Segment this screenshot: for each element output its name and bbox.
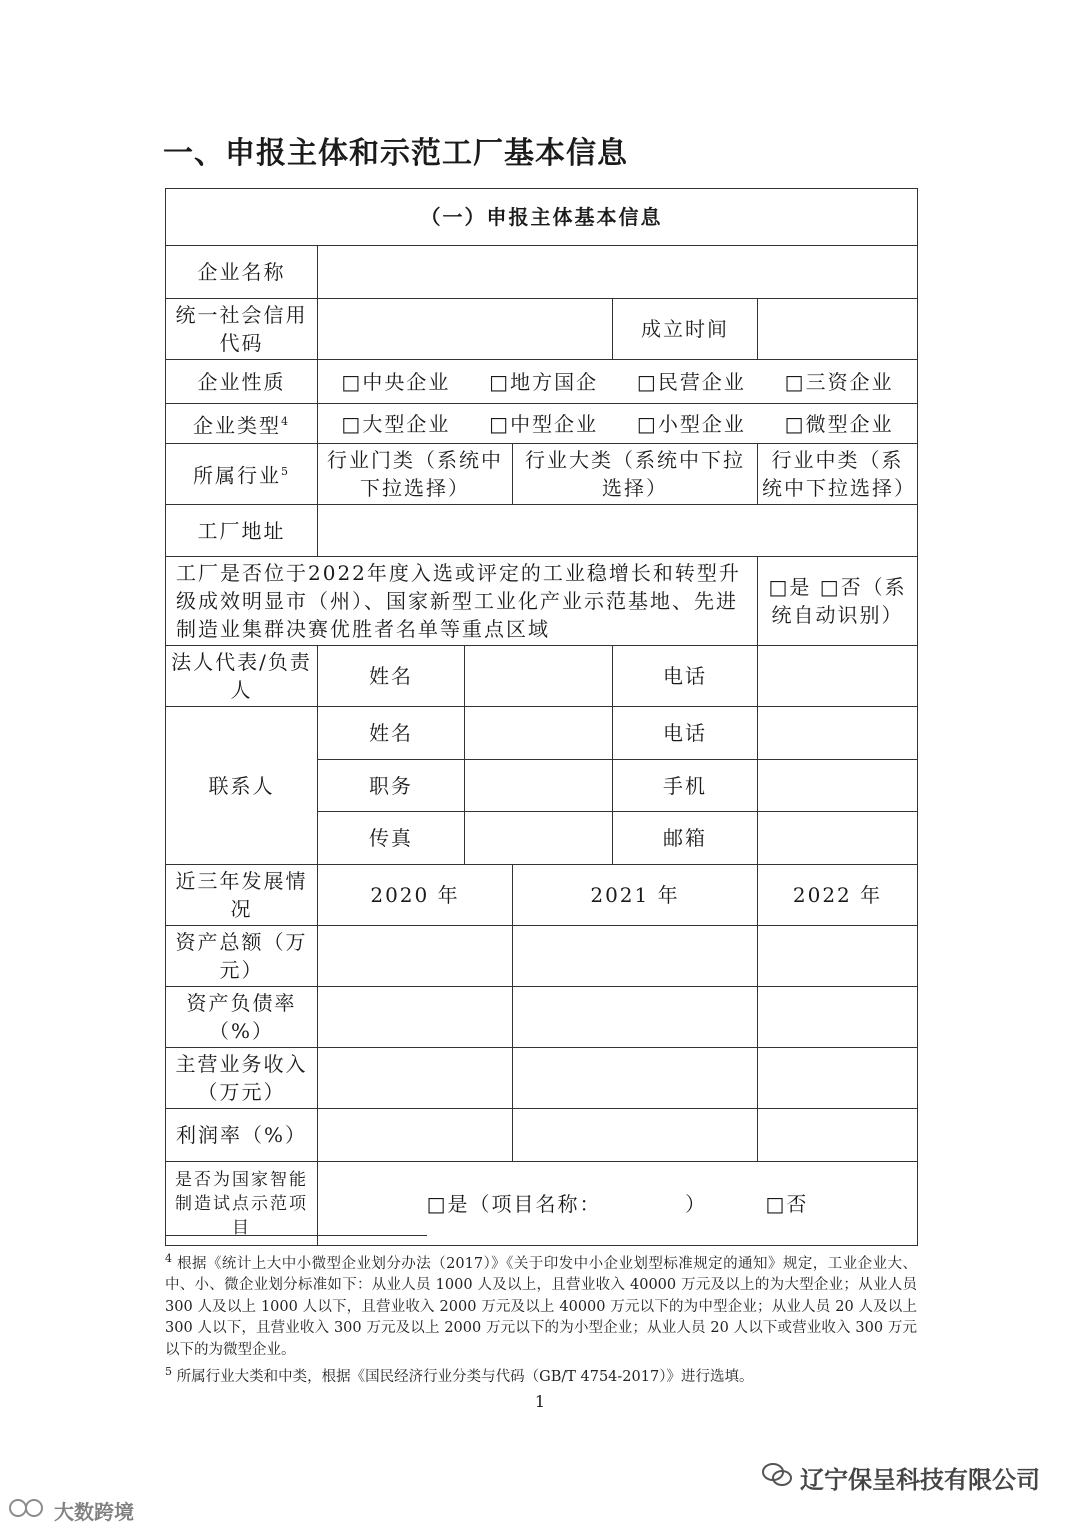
- type-options: [318, 404, 918, 444]
- contact-position-label: 职务: [318, 760, 465, 812]
- credit-code-label: 统一社会信用代码: [166, 299, 318, 360]
- established-field[interactable]: [758, 299, 918, 360]
- metric-field[interactable]: [513, 1048, 758, 1109]
- metric-field[interactable]: [758, 926, 918, 987]
- legal-rep-phone-field[interactable]: [758, 646, 918, 707]
- contact-name-label: 姓名: [318, 707, 465, 760]
- profit-rate-label: 利润率（%）: [166, 1109, 318, 1162]
- footnote-divider: [165, 1235, 427, 1236]
- type-option[interactable]: □大型企业: [341, 411, 451, 436]
- development-label: 近三年发展情况: [166, 865, 318, 926]
- pilot-no-option[interactable]: □否: [765, 1191, 809, 1216]
- type-label: 企业类型$^4$: [166, 404, 318, 444]
- metric-field[interactable]: [758, 1109, 918, 1162]
- nature-option[interactable]: □地方国企: [489, 369, 599, 394]
- logo-icon: [8, 1498, 48, 1523]
- year-2020: 2020 年: [318, 865, 513, 926]
- page-number: 1: [534, 1392, 546, 1411]
- nature-option[interactable]: □民营企业: [636, 369, 746, 394]
- total-assets-label: 资产总额（万元）: [166, 926, 318, 987]
- industry-medium-select[interactable]: 行业中类（系统中下拉选择）: [758, 444, 918, 505]
- main-revenue-label: 主营业务收入（万元）: [166, 1048, 318, 1109]
- metric-field[interactable]: [318, 1048, 513, 1109]
- contact-name-field[interactable]: [465, 707, 613, 760]
- contact-label: 联系人: [166, 707, 318, 865]
- metric-field[interactable]: [758, 1048, 918, 1109]
- metric-field[interactable]: [318, 987, 513, 1048]
- credit-code-field[interactable]: [318, 299, 613, 360]
- nature-label: 企业性质: [166, 360, 318, 404]
- metric-field[interactable]: [318, 1109, 513, 1162]
- section-heading: 一、申报主体和示范工厂基本信息: [163, 136, 628, 171]
- footnotes: [165, 1248, 917, 1389]
- contact-position-field[interactable]: [465, 760, 613, 812]
- key-region-question: 工厂是否位于2022年度入选或评定的工业稳增长和转型升级成效明显市（州）、国家新型工业化产业示范基地、先进制造业集群决赛优胜者名单等重点区域: [166, 557, 758, 646]
- contact-fax-field[interactable]: [465, 812, 613, 865]
- type-option[interactable]: □微型企业: [784, 411, 894, 436]
- footnote-5: $^5$ 所属行业大类和中类，根据《国民经济行业分类与代码（GB/T 4754-2017）》进行选填。: [165, 1365, 754, 1386]
- debt-ratio-label: 资产负债率（%）: [166, 987, 318, 1048]
- nature-option[interactable]: □中央企业: [341, 369, 451, 394]
- metric-field[interactable]: [758, 987, 918, 1048]
- year-2021: 2021 年: [513, 865, 758, 926]
- company-name-field[interactable]: [318, 246, 918, 299]
- metric-field[interactable]: [513, 987, 758, 1048]
- factory-address-field[interactable]: [318, 505, 918, 557]
- contact-phone-field[interactable]: [758, 707, 918, 760]
- footnote-4: $^4$ 根据《统计上大中小微型企业划分办法（2017）》《关于印发中小企业划型标准规定的通知》规定，工业企业大、中、小、微企业划分标准如下：从业人员 1000 人及以上，且营业收入 40000 万元及以上的为大型企业；从业人员 300 人及以上 1000 人以下，且营业收入 2000 万元及以上 40000 万元以下的为中型企业；从业人员 20 人及以上 300 人以下，且营业收入 300 万元及以上 2000 万元以下的为小型企业；从业人员 20 人以下或营业收入 300 万元以下的为微型企业。: [165, 1252, 917, 1358]
- type-option[interactable]: □小型企业: [636, 411, 746, 436]
- contact-phone-label: 电话: [613, 707, 758, 760]
- legal-rep-label: 法人代表/负责人: [166, 646, 318, 707]
- pilot-project-options: [318, 1162, 918, 1246]
- wechat-watermark: 辽宁保呈科技有限公司: [762, 1460, 1040, 1495]
- pilot-project-label: 是否为国家智能制造试点示范项目: [166, 1162, 318, 1246]
- contact-mobile-field[interactable]: [758, 760, 918, 812]
- industry-label: 所属行业$^5$: [166, 444, 318, 505]
- industry-major-select[interactable]: 行业大类（系统中下拉选择）: [513, 444, 758, 505]
- source-watermark: 大数跨境: [8, 1496, 134, 1525]
- basic-info-table: [165, 188, 918, 1246]
- industry-category-select[interactable]: 行业门类（系统中下拉选择）: [318, 444, 513, 505]
- legal-rep-phone-label: 电话: [613, 646, 758, 707]
- metric-field[interactable]: [513, 926, 758, 987]
- year-2022: 2022 年: [758, 865, 918, 926]
- contact-fax-label: 传真: [318, 812, 465, 865]
- wechat-icon: [762, 1462, 792, 1494]
- established-label: 成立时间: [613, 299, 758, 360]
- nature-options: [318, 360, 918, 404]
- contact-email-label: 邮箱: [613, 812, 758, 865]
- company-name-label: 企业名称: [166, 246, 318, 299]
- legal-rep-name-label: 姓名: [318, 646, 465, 707]
- metric-field[interactable]: [318, 926, 513, 987]
- metric-field[interactable]: [513, 1109, 758, 1162]
- nature-option[interactable]: □三资企业: [784, 369, 894, 394]
- legal-rep-name-field[interactable]: [465, 646, 613, 707]
- pilot-yes-option[interactable]: □是（项目名称： ）: [426, 1191, 708, 1216]
- contact-email-field[interactable]: [758, 812, 918, 865]
- table-caption: （一）申报主体基本信息: [166, 189, 918, 246]
- type-option[interactable]: □中型企业: [489, 411, 599, 436]
- factory-address-label: 工厂地址: [166, 505, 318, 557]
- key-region-answer[interactable]: □是 □否（系统自动识别）: [758, 557, 918, 646]
- contact-mobile-label: 手机: [613, 760, 758, 812]
